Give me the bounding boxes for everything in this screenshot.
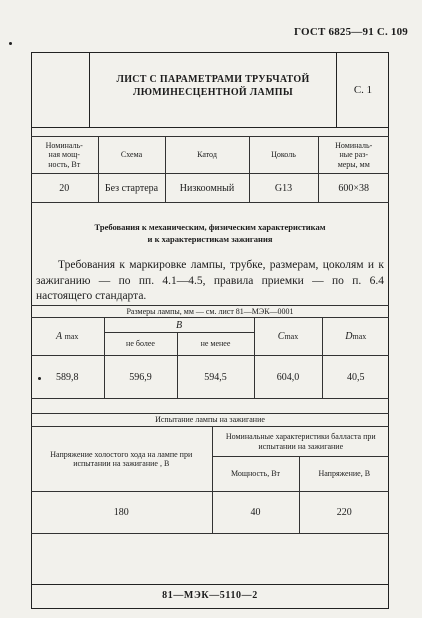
sheet-title: [90, 73, 336, 99]
b-symbol: B: [175, 319, 183, 331]
ignition-table: [31, 413, 389, 534]
header-b-not-less: не менее: [177, 333, 254, 356]
header-a-max: [31, 318, 104, 356]
ignition-caption: Испытание лампы на зажигание: [31, 414, 389, 427]
header-power: Номиналь- ная мощ- ность, Вт: [31, 137, 98, 174]
header-open-circuit-voltage: Напряжение холостого хода на лампе при испытании на зажигание , В: [31, 427, 212, 492]
a-subscript: max: [64, 332, 79, 341]
cell-dims: 600×38: [318, 174, 389, 203]
sheet-title-line1: ЛИСТ С ПАРАМЕТРАМИ ТРУБЧАТОЙ: [116, 74, 310, 85]
header-cathode: Катод: [165, 137, 249, 174]
d-symbol: D: [345, 331, 353, 342]
cell-ballast-voltage: 220: [299, 492, 389, 534]
cell-d: 40,5: [322, 356, 389, 399]
header-scheme: Схема: [98, 137, 165, 174]
cell-ballast-power: 40: [212, 492, 299, 534]
header-dims: Номиналь- ные раз- меры, мм: [318, 137, 389, 174]
page-header-ref: ГОСТ 6825—91 С. 109: [294, 26, 408, 38]
dims-table: [31, 305, 389, 399]
header-ballast: Номинальные характеристики балласта при испытании на зажигание: [212, 427, 389, 457]
cell-cathode: Низкоомный: [165, 174, 249, 203]
cell-open-circuit-voltage: 180: [31, 492, 212, 534]
header-ballast-power: Мощность, Вт: [212, 457, 299, 492]
params-table: [31, 136, 389, 203]
c-subscript: max: [284, 332, 299, 341]
cell-a: [31, 356, 104, 399]
cell-b-more: 596,9: [104, 356, 177, 399]
header-c-max: [254, 318, 322, 356]
header-ballast-voltage: Напряжение, В: [299, 457, 389, 492]
c-symbol: C: [277, 331, 285, 342]
a-symbol: A: [56, 331, 63, 342]
dims-caption: Размеры лампы, мм — см. лист 81—МЭК—0001: [31, 306, 389, 318]
section-title-line2: и к характеристикам зажигания: [147, 233, 273, 244]
sheet-title-line2: ЛЮМИНЕСЦЕНТНОЙ ЛАМПЫ: [132, 87, 294, 98]
title-bottom-rule: [31, 127, 389, 128]
header-d-max: [322, 318, 389, 356]
d-subscript: max: [352, 332, 367, 341]
footer-code: 81—МЭК—5110—2: [162, 590, 258, 601]
cell-base: G13: [249, 174, 318, 203]
section-title: [31, 222, 389, 246]
section-paragraph: Требования к маркировке лампы, трубке, размерам, цоколям и к зажиганию — по пп. 4.1—4.5, правила приемки — по п. 6.4 настоящего стандарта.: [36, 259, 384, 303]
header-b: [104, 318, 254, 333]
cell-scheme: Без стартера: [98, 174, 165, 203]
cell-a-value: 589,8: [56, 371, 79, 383]
header-b-not-more: не более: [104, 333, 177, 356]
cell-power: 20: [31, 174, 98, 203]
footer-rule: [31, 584, 389, 585]
header-base: Цоколь: [249, 137, 318, 174]
section-title-line1: Требования к механическим, физическим характеристикам: [94, 222, 326, 232]
scan-dot: [38, 377, 41, 380]
scan-mark: [9, 42, 12, 45]
cell-b-less: 594,5: [177, 356, 254, 399]
sheet-page: С. 1: [353, 84, 373, 96]
cell-c: 604,0: [254, 356, 322, 399]
